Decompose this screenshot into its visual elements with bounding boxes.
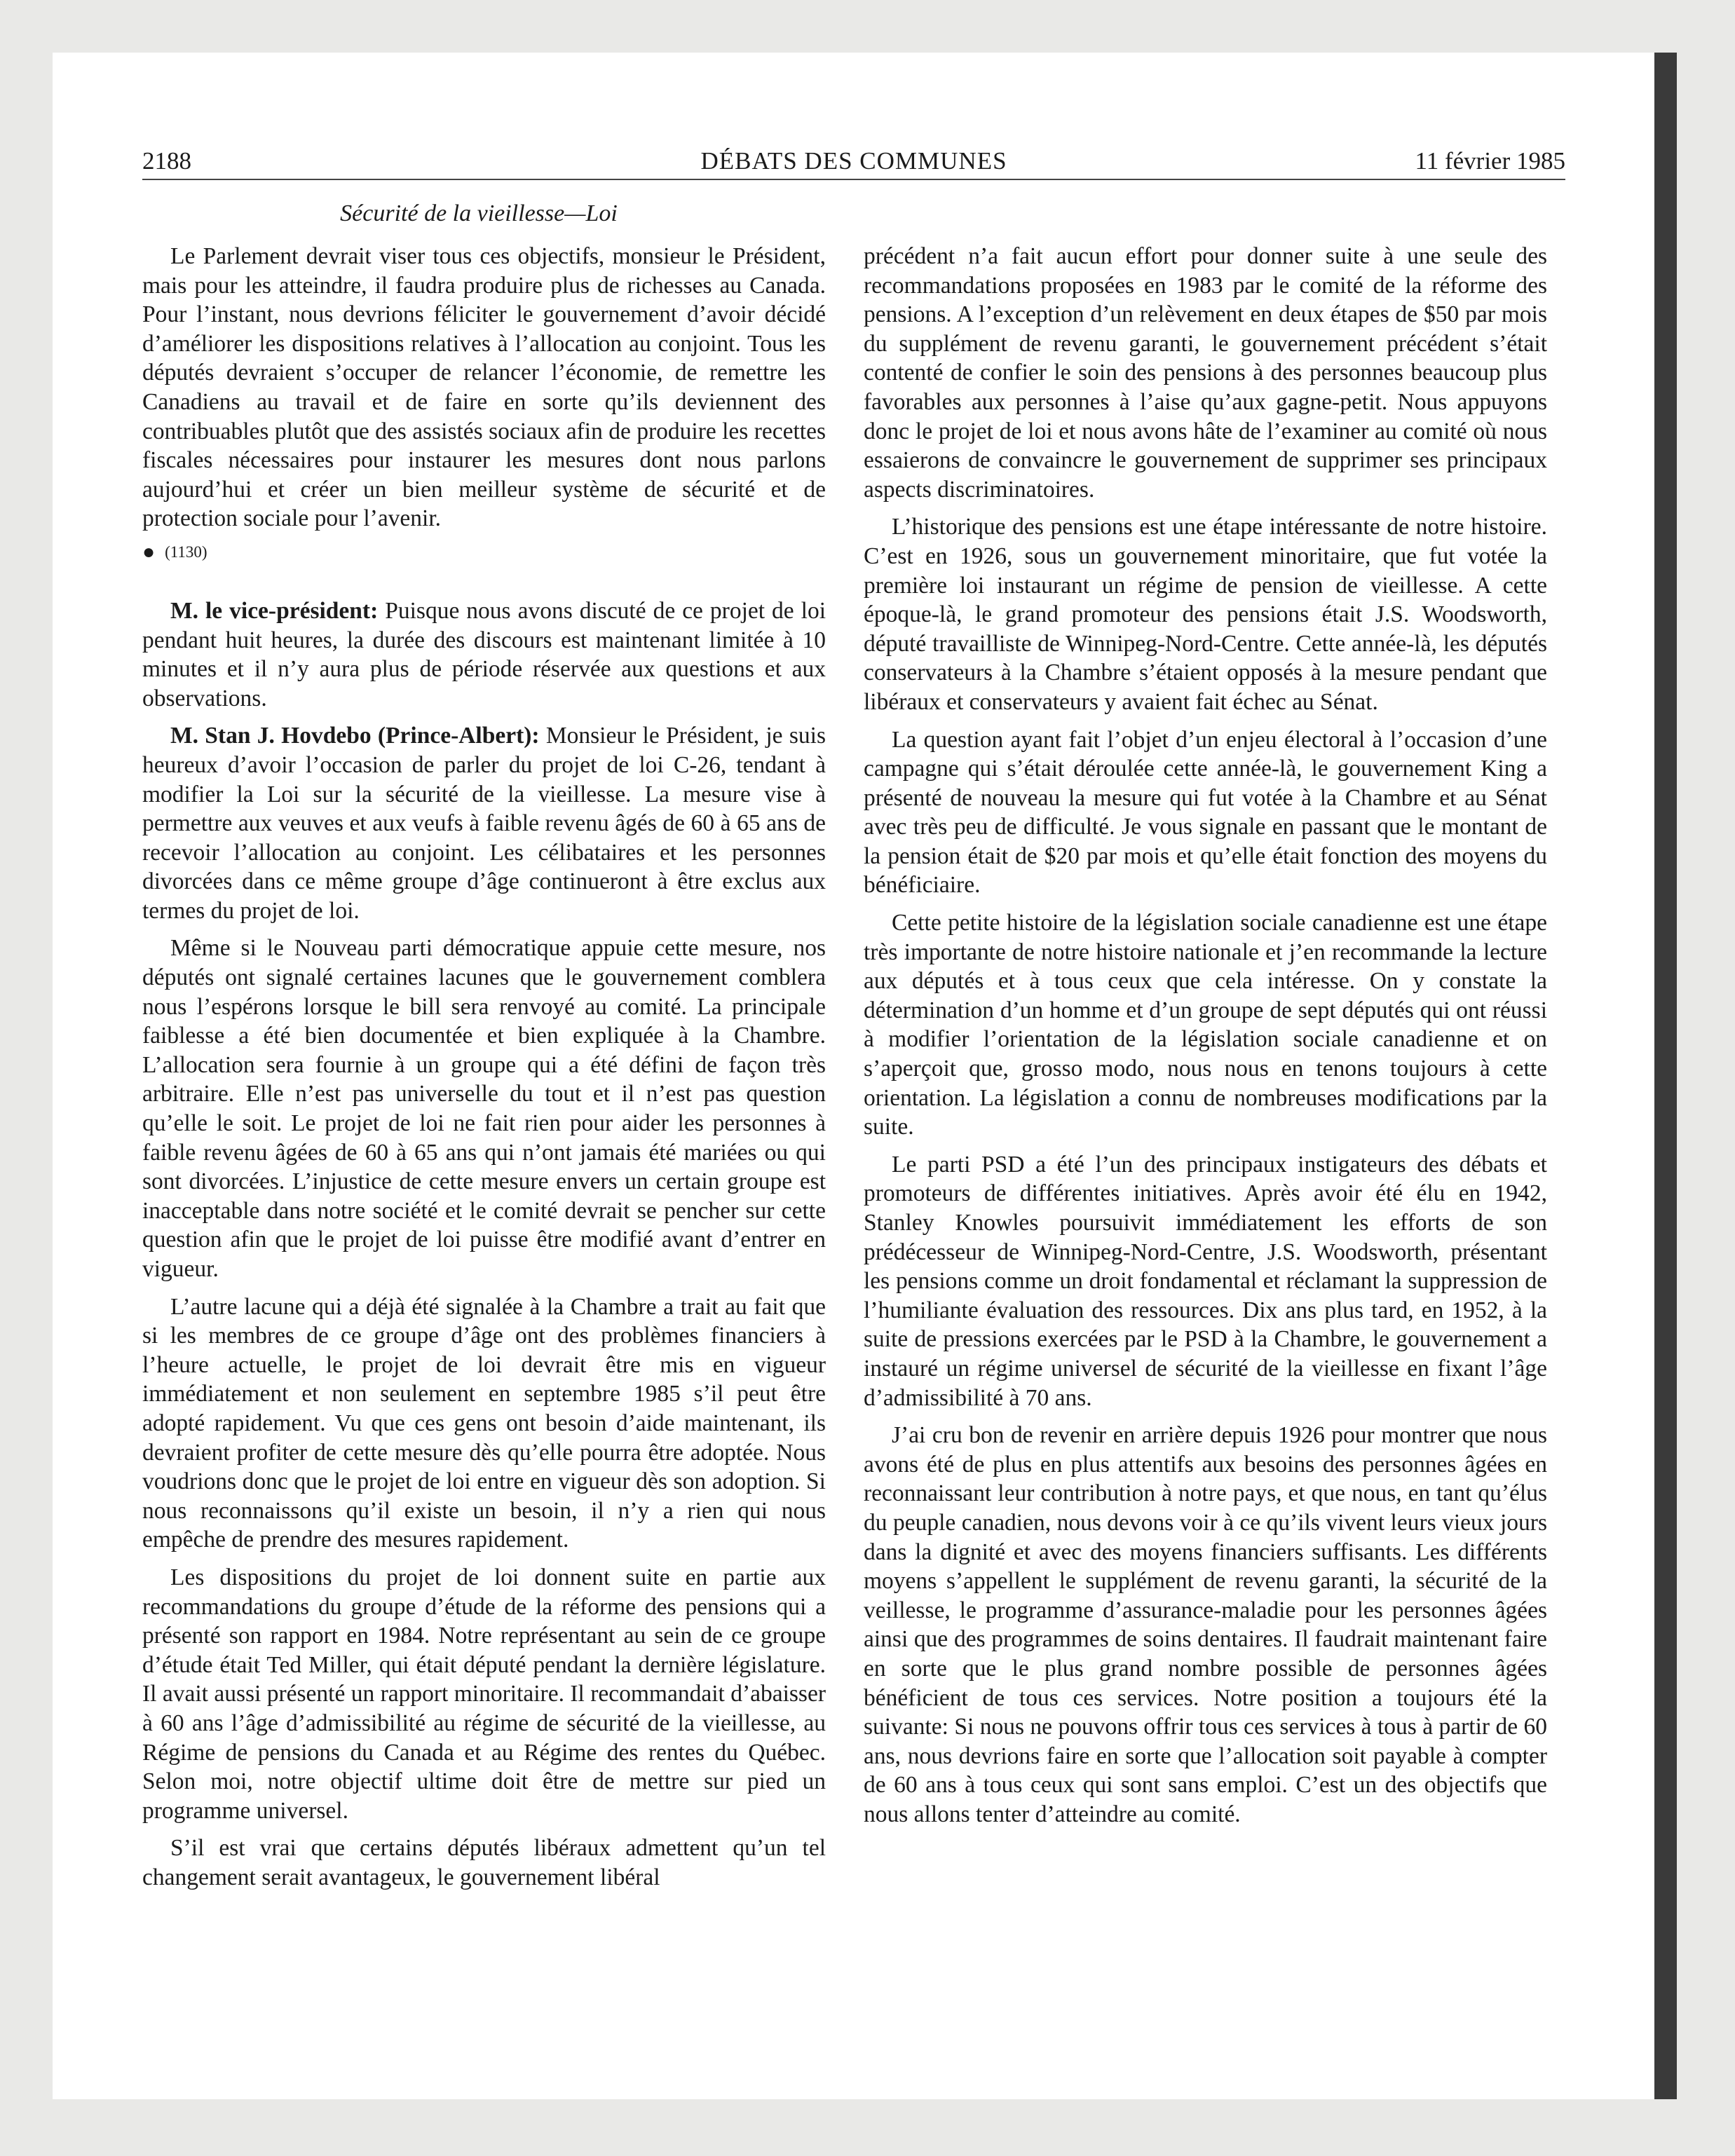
paragraph: Les dispositions du projet de loi donnent suite en partie aux recommandations du groupe d’étude de la réforme des pensions qui a présenté son rapport en 1984. Notre représentant au sein de ce groupe d’étude était Ted Miller, qui était député pendant la dernière législature. Il avait aussi présenté un rapport minoritaire. Il recommandait d’abaisser à 60 ans l’âge d’admissibilité au régime de sécurité de la vieillesse, au Régime de pensions du Canada et au Régime des rentes du Québec. Selon moi, notre objectif ultime doit être de mettre sur pied un programme universel. bbox=[142, 1564, 826, 1824]
paragraph: L’autre lacune qui a déjà été signalée à la Chambre a trait au fait que si les membres de ce groupe d’âge ont des problèmes financiers à l’heure actuelle, le projet de loi devrait être mis en vigueur immédiatement et non seulement en septembre 1985 s’il peut être adopté rapidement. Vu que ces gens ont besoin d’aide maintenant, ils devraient profiter de cette mesure dès qu’elle pourra être adoptée. Nous voudrions donc que le projet de loi entre en vigueur dès son adoption. Si nous reconnaissons qu’il existe un besoin, il n’y a rien qui nous empêche de prendre des mesures rapidement. bbox=[142, 1293, 826, 1553]
speech-text: Monsieur le Président, je suis heureux d’avoir l’occasion de parler du projet de loi C-26, tendant à modifier la Loi sur la sécurité de la vieillesse. La mesure vise à permettre aux veuves et aux veufs à faible revenu âgés de 60 à 65 ans de recevoir l’allocation au conjoint. Les célibataires et les personnes divorcées dans ce même groupe d’âge continueront à être exclus aux termes du projet de loi. bbox=[142, 723, 826, 924]
page-number: 2188 bbox=[142, 147, 191, 175]
time-marker bbox=[142, 542, 826, 563]
paragraph: Le parti PSD a été l’un des principaux instigateurs des débats et promoteurs de différentes initiatives. Après avoir été élu en 1942, Stanley Knowles poursuivit immédiatement les efforts de son prédécesseur de Winnipeg-Nord-Centre, J.S. Woodsworth, présentant les pensions comme un droit fondamental et réclamant la suppression de l’humiliante évaluation des ressources. Dix ans plus tard, en 1952, à la suite de pressions exercées par le PSD à la Chambre, le gouvernement a instauré un régime universel de sécurité de la vieillesse en fixant l’âge d’admissibilité à 70 ans. bbox=[864, 1151, 1547, 1411]
speech-paragraph bbox=[142, 596, 826, 713]
speaker-name: M. Stan J. Hovdebo (Prince-Albert): bbox=[170, 723, 540, 749]
header-rule bbox=[142, 179, 1565, 180]
paragraph: précédent n’a fait aucun effort pour donner suite à une seule des recommandations proposées en 1983 par le comité de la réforme des pensions. A l’exception d’un relèvement en deux étapes de $50 par mois du supplément de revenu garanti, le gouvernement précédent s’était contenté de confier le soin des pensions à des personnes beaucoup plus favorables aux personnes à l’aise qu’aux gagne-petit. Nous appuyons donc le projet de loi et nous avons hâte de l’examiner au comité où nous essaierons de convaincre le gouvernement de supprimer ses principaux aspects discriminatoires. bbox=[864, 243, 1547, 503]
paragraph: L’historique des pensions est une étape intéressante de notre histoire. C’est en 1926, sous un gouvernement minoritaire, que fut votée la première loi instaurant un régime de pension de vieillesse. A cette époque-là, le grand promoteur des pensions était J.S. Woodsworth, député travailliste de Winnipeg-Nord-Centre. Cette année-là, les députés conservateurs à la Chambre s’étaient opposés à la mesure pendant que libéraux et conservateurs y avaient fait échec au Sénat. bbox=[864, 514, 1547, 715]
paragraph: Même si le Nouveau parti démocratique appuie cette mesure, nos députés ont signalé certaines lacunes que le gouvernement comblera nous l’espérons lorsque le bill sera renvoyé au comité. La principale faiblesse a été bien documentée et bien expliquée à la Chambre. L’allocation sera fournie à un groupe qui a été défini de façon très arbitraire. Elle n’est pas universelle du tout et il n’est pas question qu’elle le soit. Le projet de loi ne fait rien pour aider les personnes à faible revenu âgées de 60 à 65 ans qui n’ont jamais été mariées ou qui sont divorcées. L’injustice de cette mesure envers un certain groupe est inacceptable dans notre société et le comité devrait se pencher sur cette question afin que le projet de loi puisse être modifié avant d’entrer en vigueur. bbox=[142, 935, 826, 1282]
left-column bbox=[142, 242, 826, 1900]
speech-paragraph bbox=[142, 721, 826, 925]
speech-text: Puisque nous avons discuté de ce projet de loi pendant huit heures, la durée des discours est maintenant limitée à 10 minutes et il n’y aura plus de période réservée aux questions et aux observations. bbox=[142, 597, 826, 711]
scan-edge bbox=[1654, 53, 1677, 2099]
speaker-name: M. le vice-président: bbox=[170, 597, 379, 624]
time-label: (1130) bbox=[165, 543, 207, 561]
paragraph: S’il est vrai que certains députés libéraux admettent qu’un tel changement serait avantageux, le gouvernement libéral bbox=[142, 1835, 826, 1890]
page-header bbox=[142, 146, 1565, 181]
paragraph: J’ai cru bon de revenir en arrière depuis 1926 pour montrer que nous avons été de plus en plus attentifs aux besoins des personnes âgées en reconnaissant leur contribution à notre pays, et que nous, en tant qu’élus du peuple canadien, nous devons voir à ce qu’ils vivent leurs vieux jours dans la dignité et avec des moyens financiers suffisants. Les différents moyens s’appellent le supplément de revenu garanti, la sécurité de la veillesse, le programme d’assurance-maladie pour les personnes âgées ainsi que des programmes de soins dentaires. Il faudrait maintenant faire en sorte que le plus grand nombre possible de personnes âgées bénéficient de tous ces services. Notre position a toujours été la suivante: Si nous ne pouvons offrir tous ces services à tous à partir de 60 ans, nous devrions faire en sorte que l’allocation soit payable à compter de 60 ans à tous ceux qui sont sans emploi. C’est un des objectifs que nous allons tenter d’atteindre au comité. bbox=[864, 1422, 1547, 1827]
paragraph: Le Parlement devrait viser tous ces objectifs, monsieur le Président, mais pour les atteindre, il faudra produire plus de richesses au Canada. Pour l’instant, nous devrions féliciter le gouvernement d’avoir décidé d’améliorer les dispositions relatives à l’allocation au conjoint. Tous les députés devraient s’occuper de relancer l’économie, de remettre les Canadiens au travail et de faire en sorte qu’ils deviennent des contribuables plutôt que des assistés sociaux afin de produire les recettes fiscales nécessaires pour instaurer les mesures dont nous parlons aujourd’hui et créer un bien meilleur système de sécurité et de protection sociale pour l’avenir. bbox=[142, 243, 826, 532]
bullet-icon: ● bbox=[142, 540, 156, 564]
paragraph: La question ayant fait l’objet d’un enjeu électoral à l’occasion d’une campagne qui s’était déroulée cette année-là, le gouvernement King a présenté de nouveau la mesure qui fut votée à la Chambre et au Sénat avec très peu de difficulté. Je vous signale en passant que le montant de la pension était de $20 par mois et qu’elle était fonction des moyens du bénéficiaire. bbox=[864, 726, 1547, 899]
paragraph: Cette petite histoire de la législation sociale canadienne est une étape très importante de notre histoire nationale et j’en recommande la lecture aux députés et à tous ceux que cela intéresse. On y constate la détermination d’un homme et d’un groupe de sept députés qui ont réussi à modifier l’orientation de la législation sociale canadienne et on s’aperçoit que, grosso modo, nous nous en tenons toujours à cette orientation. La législation a connu de nombreuses modifications par la suite. bbox=[864, 910, 1547, 1140]
publication-title: DÉBATS DES COMMUNES bbox=[700, 147, 1007, 175]
issue-date: 11 février 1985 bbox=[1415, 147, 1565, 175]
right-column bbox=[864, 242, 1547, 1837]
subject-heading: Sécurité de la vieillesse—Loi bbox=[340, 200, 618, 226]
